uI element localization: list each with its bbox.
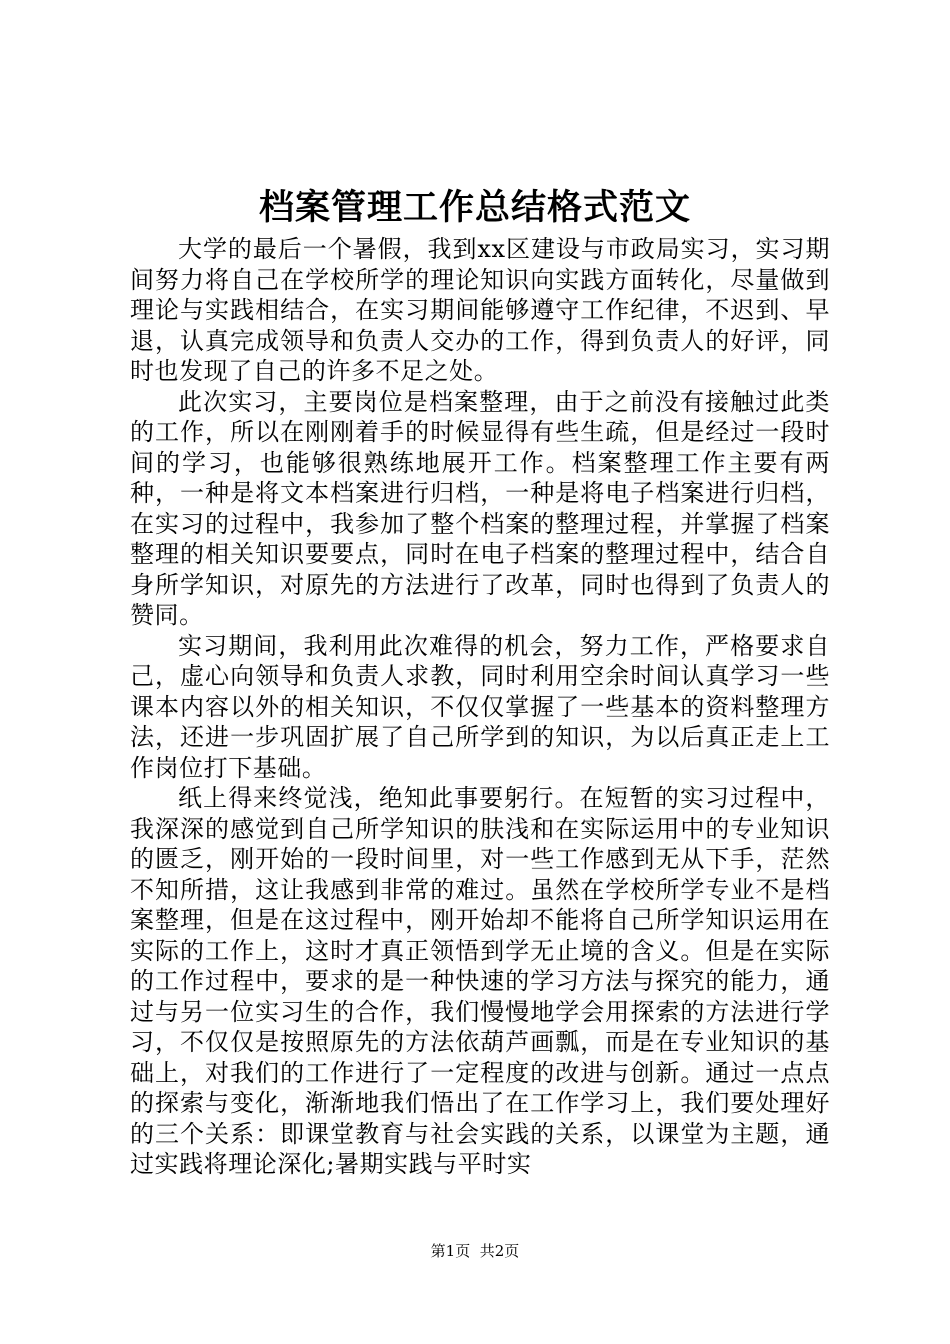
paragraph-2: 此次实习，主要岗位是档案整理，由于之前没有接触过此类的工作，所以在刚刚着手的时候显得有些生疏，但是经过一段时间的学习，也能够很熟练地展开工作。档案整理工作主要有两种，一种是将文本档案进行归档，一种是将电子档案进行归档，在实习的过程中，我参加了整个档案的整理过程，并掌握了档案整理的相关知识要要点，同时在电子档案的整理过程中，结合自身所学知识，对原先的方法进行了改革，同时也得到了负责人的赞同。	[130, 387, 830, 629]
footer-separator	[470, 1242, 480, 1260]
page-total: 共2页	[479, 1242, 520, 1260]
document-body	[130, 234, 830, 1180]
document-title: 档案管理工作总结格式范文	[258, 187, 691, 228]
page-footer	[0, 1240, 950, 1262]
paragraph-4: 纸上得来终觉浅，绝知此事要躬行。在短暂的实习过程中，我深深的感觉到自己所学知识的肤浅和在实际运用中的专业知识的匮乏，刚开始的一段时间里，对一些工作感到无从下手，茫然不知所措，这让我感到非常的难过。虽然在学校所学专业不是档案整理，但是在这过程中，刚开始却不能将自己所学知识运用在实际的工作上，这时才真正领悟到学无止境的含义。但是在实际的工作过程中，要求的是一种快速的学习方法与探究的能力，通过与另一位实习生的合作，我们慢慢地学会用探索的方法进行学习，不仅仅是按照原先的方法依葫芦画瓢，而是在专业知识的基础上，对我们的工作进行了一定程度的改进与创新。通过一点点的探索与变化，渐渐地我们悟出了在工作学习上，我们要处理好的三个关系：即课堂教育与社会实践的关系，以课堂为主题，通过实践将理论深化;暑期实践与平时实	[130, 784, 830, 1178]
paragraph-3: 实习期间，我利用此次难得的机会，努力工作，严格要求自己，虚心向领导和负责人求教，同时利用空余时间认真学习一些课本内容以外的相关知识，不仅仅掌握了一些基本的资料整理方法，还进一步巩固扩展了自己所学到的知识，为以后真正走上工作岗位打下基础。	[130, 631, 830, 782]
paragraph-1: 大学的最后一个暑假，我到xx区建设与市政局实习，实习期间努力将自己在学校所学的理论知识向实践方面转化，尽量做到理论与实践相结合，在实习期间能够遵守工作纪律，不迟到、早退，认真完成领导和负责人交办的工作，得到负责人的好评，同时也发现了自己的许多不足之处。	[130, 235, 830, 385]
page-number: 第1页	[430, 1242, 471, 1260]
